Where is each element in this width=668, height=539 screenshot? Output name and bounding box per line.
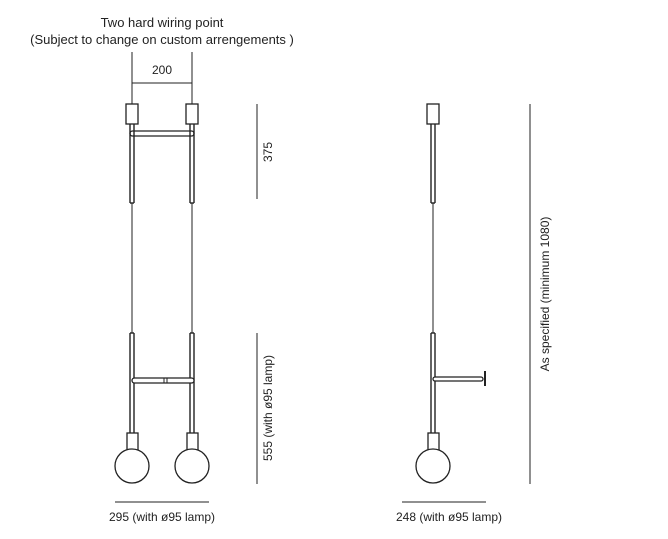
lower-height-dimension xyxy=(257,333,275,484)
side-rod xyxy=(431,124,435,433)
front-view xyxy=(115,104,209,483)
side-width-dimension xyxy=(396,502,502,524)
upper-height-label: 375 xyxy=(261,141,275,163)
side-lamp-holder xyxy=(428,433,439,451)
right-canopy xyxy=(186,104,198,124)
left-lamp-holder xyxy=(127,433,138,451)
right-rod xyxy=(190,124,194,433)
upper-height-dimension xyxy=(257,104,275,199)
left-rod xyxy=(130,124,134,433)
left-canopy xyxy=(126,104,138,124)
lower-crossbar xyxy=(132,378,194,383)
spacing-label: 200 xyxy=(151,63,173,77)
lower-height-label: 555 (with ø95 lamp) xyxy=(261,354,275,462)
overall-height-dimension xyxy=(530,104,552,484)
spacing-dimension xyxy=(132,52,192,104)
front-width-label: 295 (with ø95 lamp) xyxy=(108,510,216,524)
front-width-dimension xyxy=(109,502,215,524)
side-canopy xyxy=(427,104,439,124)
side-arm xyxy=(433,371,485,386)
title-line-2: (Subject to change on custom arrengements ) xyxy=(30,32,294,47)
right-lamp-holder xyxy=(187,433,198,451)
left-globe-lamp xyxy=(115,449,149,483)
title-line-1: Two hard wiring point xyxy=(100,15,224,30)
side-width-label: 248 (with ø95 lamp) xyxy=(395,510,503,524)
side-globe-lamp xyxy=(416,449,450,483)
side-view xyxy=(416,104,485,483)
right-globe-lamp xyxy=(175,449,209,483)
overall-height-label: As specified (minimum 1080) xyxy=(538,216,552,372)
upper-crossbar xyxy=(130,131,194,136)
